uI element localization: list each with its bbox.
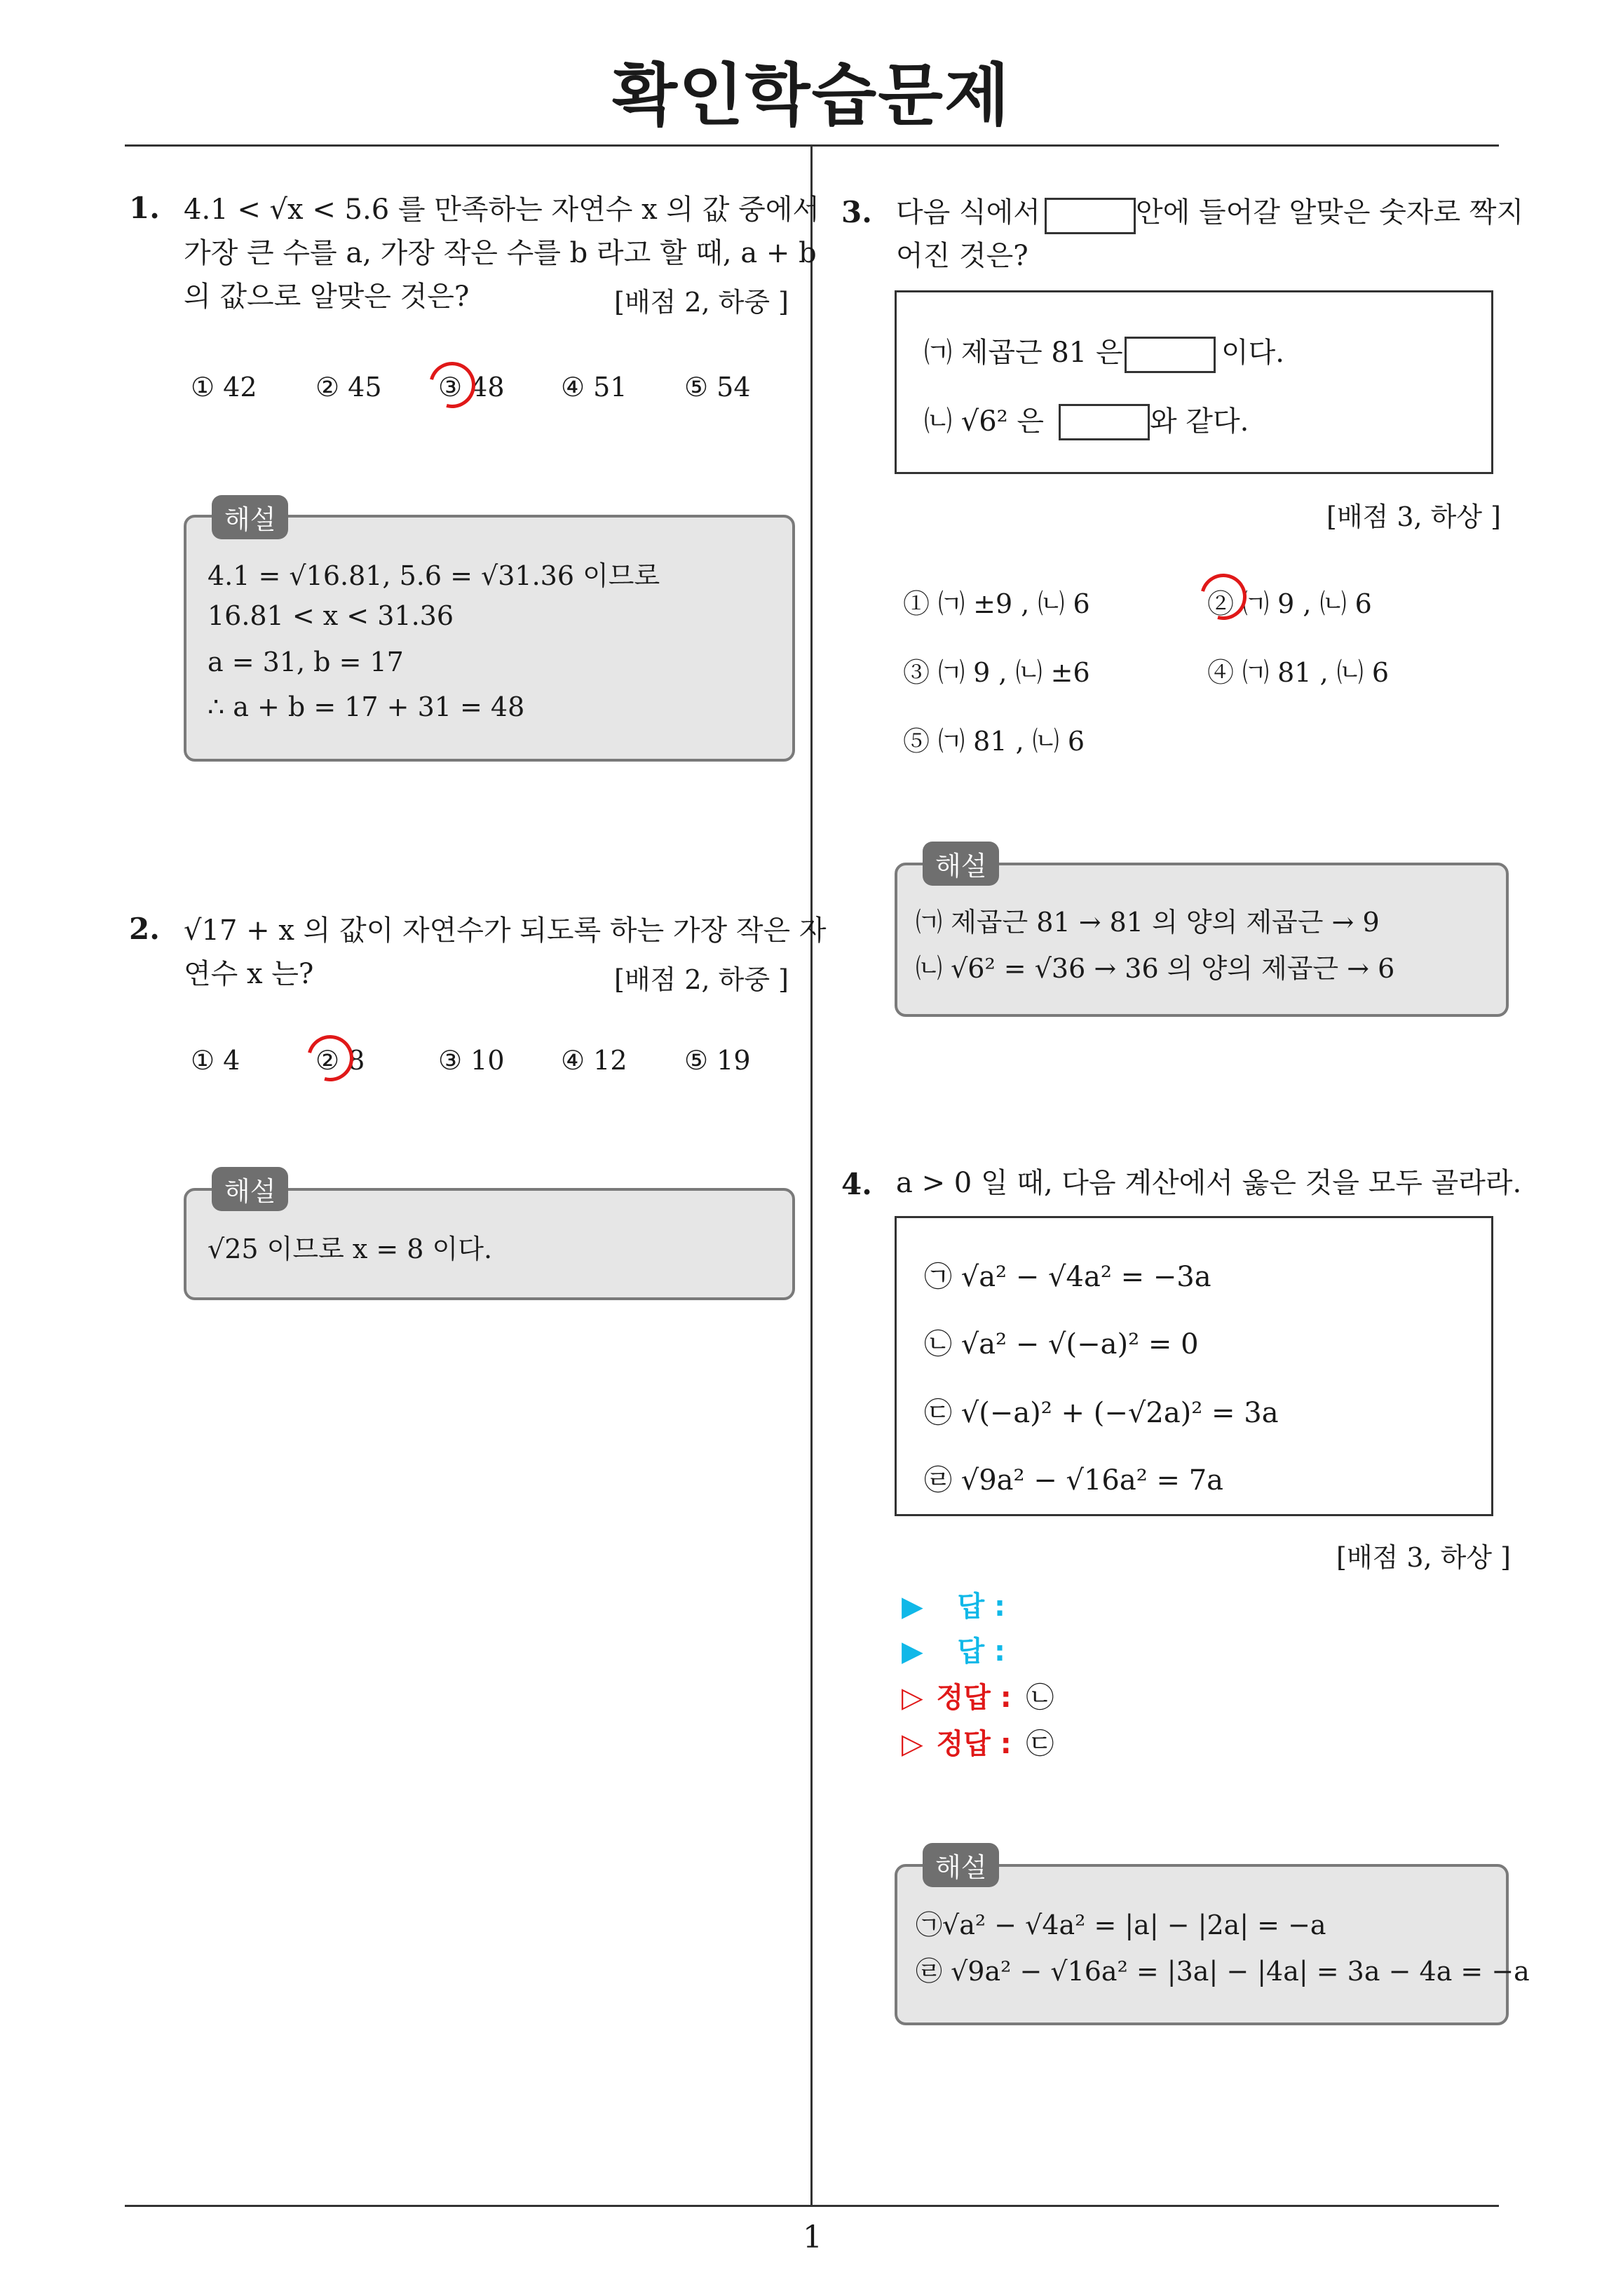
question-text-line: 연수 x 는? <box>184 958 314 990</box>
question-text-line: 어진 것은? <box>896 240 1028 272</box>
choice-2[interactable]: ② 45 <box>315 372 382 403</box>
condition-line: ㈀ 제곱근 81 은 <box>924 337 1123 369</box>
condition-item: ㉣ √9a² − √16a² = 7a <box>924 1464 1223 1497</box>
correct-answer-label: 정답 : <box>936 1682 1012 1714</box>
choice-3[interactable]: ③ ㈀ 9 , ㈁ ±6 <box>903 657 1090 688</box>
solution-line: ㉣ √9a² − √16a² = |3a| − |4a| = 3a − 4a = −a <box>916 1956 1530 1987</box>
choice-1[interactable]: ① 42 <box>191 372 257 403</box>
points-label: [배점 3, 하상 ] <box>1336 1542 1511 1573</box>
choice-2[interactable]: ② ㈀ 9 , ㈁ 6 <box>1207 588 1372 619</box>
points-label: [배점 2, 하중 ] <box>614 287 789 318</box>
condition-line: 이다. <box>1221 337 1284 369</box>
choice-5[interactable]: ⑤ 19 <box>684 1045 751 1076</box>
choice-1[interactable]: ① ㈀ ±9 , ㈁ 6 <box>903 588 1090 619</box>
question-text-line: 안에 들어갈 알맞은 숫자로 짝지 <box>1136 196 1524 229</box>
page-title: 확인학습문제 <box>612 56 1011 135</box>
question-number: 4. <box>841 1167 872 1201</box>
blank-box <box>1045 198 1136 234</box>
answer-label: 답 : <box>957 1591 1006 1623</box>
solution-line: ㈀ 제곱근 81 → 81 의 양의 제곱근 → 9 <box>916 907 1380 938</box>
choice-3[interactable]: ③ 48 <box>438 372 505 403</box>
blank-box <box>1125 337 1216 373</box>
answer-row <box>902 1630 1005 1673</box>
solution-box <box>895 1864 1509 2025</box>
choice-4[interactable]: ④ ㈀ 81 , ㈁ 6 <box>1207 657 1390 688</box>
solution-line: √25 이므로 x = 8 이다. <box>208 1234 493 1264</box>
answer-mark-circle <box>299 1027 362 1090</box>
choice-3[interactable]: ③ 10 <box>438 1045 505 1076</box>
solution-line: a = 31, b = 17 <box>208 647 404 677</box>
play-arrow-icon: ▶ <box>902 1635 923 1668</box>
solution-line: ㈁ √6² = √36 → 36 의 양의 제곱근 → 6 <box>916 953 1395 984</box>
question-number: 3. <box>841 195 872 229</box>
solution-box <box>895 863 1509 1017</box>
choice-2[interactable]: ② 8 <box>315 1045 365 1076</box>
footer-divider <box>125 2205 1499 2207</box>
condition-item: ㉢ √(−a)² + (−√2a)² = 3a <box>924 1397 1279 1429</box>
question-text-line: a > 0 일 때, 다음 계산에서 옳은 것을 모두 골라라. <box>896 1167 1522 1199</box>
condition-box <box>895 290 1493 474</box>
choice-1[interactable]: ① 4 <box>191 1045 240 1076</box>
choice-4[interactable]: ④ 51 <box>561 372 627 403</box>
solution-line: ∴ a + b = 17 + 31 = 48 <box>208 691 525 722</box>
answer-mark-circle <box>421 353 484 417</box>
condition-item: ㉡ √a² − √(−a)² = 0 <box>924 1328 1199 1360</box>
choice-5[interactable]: ⑤ ㈀ 81 , ㈁ 6 <box>903 726 1085 757</box>
points-label: [배점 3, 하상 ] <box>1326 501 1501 532</box>
solution-tag: 해설 <box>923 842 999 886</box>
answer-label: 답 : <box>957 1635 1006 1668</box>
correct-answer-row <box>902 1676 1054 1720</box>
solution-line: 16.81 < x < 31.36 <box>208 600 454 631</box>
correct-answer-value: ㉡ <box>1026 1682 1054 1714</box>
solution-tag: 해설 <box>212 495 288 539</box>
page-number: 1 <box>803 2220 822 2255</box>
play-arrow-icon: ▶ <box>902 1591 923 1623</box>
hollow-arrow-icon: ▷ <box>902 1682 923 1714</box>
question-number: 2. <box>129 912 160 946</box>
solution-line: 4.1 = √16.81, 5.6 = √31.36 이므로 <box>208 560 660 591</box>
solution-tag: 해설 <box>923 1843 999 1887</box>
correct-answer-label: 정답 : <box>936 1728 1012 1760</box>
correct-answer-value: ㉢ <box>1026 1728 1054 1760</box>
points-label: [배점 2, 하중 ] <box>614 964 789 995</box>
solution-tag: 해설 <box>212 1167 288 1211</box>
question-text-line: 의 값으로 알맞은 것은? <box>184 281 470 313</box>
blank-box <box>1059 404 1150 440</box>
condition-line: ㈁ √6² 은 <box>924 405 1045 438</box>
question-text-line: 다음 식에서 <box>896 196 1040 229</box>
choice-4[interactable]: ④ 12 <box>561 1045 627 1076</box>
question-text-line: 4.1 < √x < 5.6 를 만족하는 자연수 x 의 값 중에서 <box>184 194 820 226</box>
correct-answer-row <box>902 1722 1054 1766</box>
condition-item: ㉠ √a² − √4a² = −3a <box>924 1261 1211 1293</box>
answer-row <box>902 1585 1005 1628</box>
question-text-line: √17 + x 의 값이 자연수가 되도록 하는 가장 작은 자 <box>184 914 827 947</box>
question-text-line: 가장 큰 수를 a, 가장 작은 수를 b 라고 할 때, a + b <box>184 237 817 269</box>
solution-box <box>184 515 795 762</box>
solution-line: ㉠√a² − √4a² = |a| − |2a| = −a <box>916 1910 1326 1940</box>
choice-5[interactable]: ⑤ 54 <box>684 372 751 403</box>
condition-line: 와 같다. <box>1150 405 1249 438</box>
column-divider <box>810 144 813 2206</box>
question-number: 1. <box>129 191 160 225</box>
hollow-arrow-icon: ▷ <box>902 1728 923 1760</box>
